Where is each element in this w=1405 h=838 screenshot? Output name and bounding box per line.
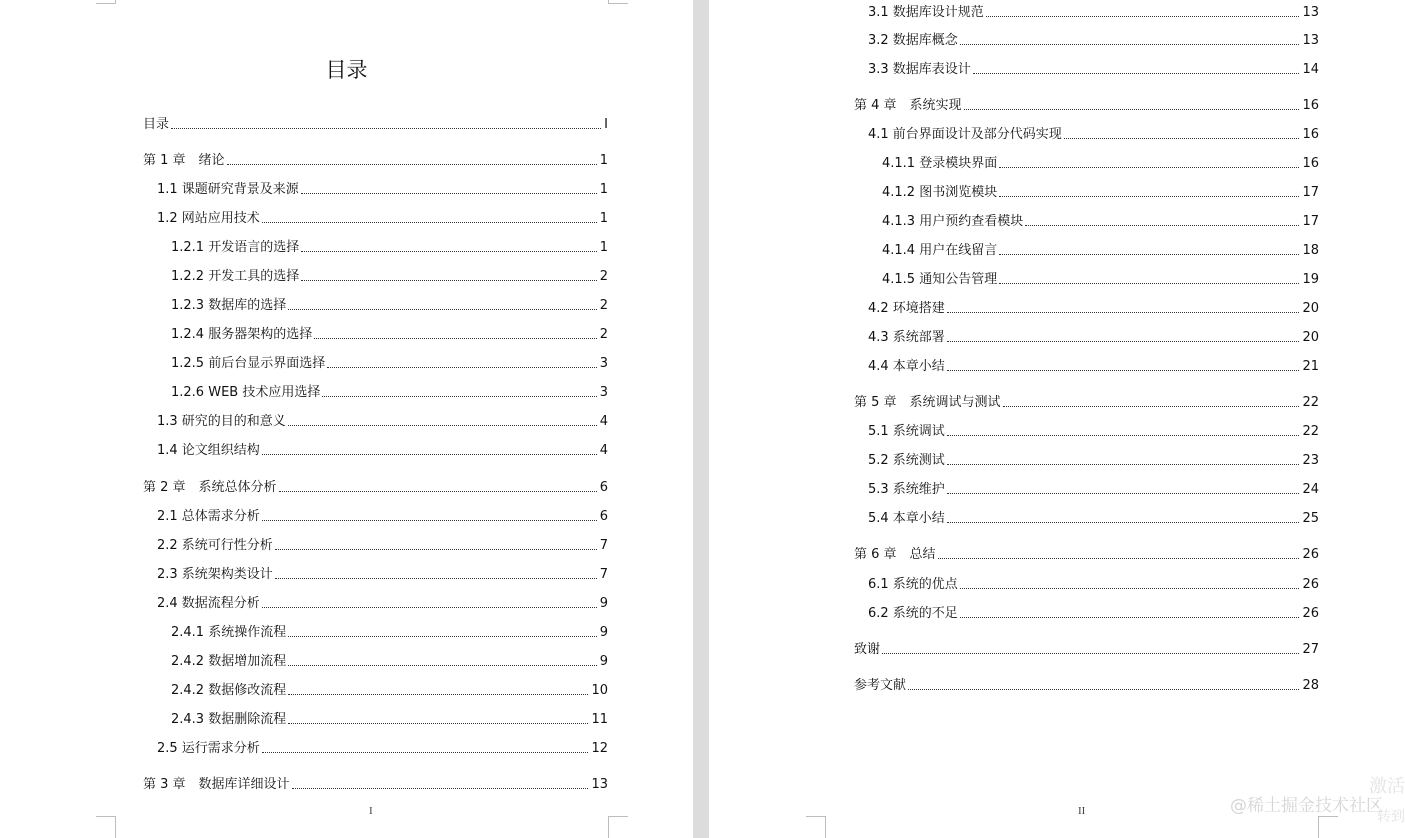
toc-entry[interactable]	[157, 596, 608, 612]
dot-leader	[947, 434, 1300, 436]
toc-entry-page: 1	[599, 182, 608, 197]
toc-entry-page: 6	[599, 480, 608, 495]
toc-entry-page: 2	[599, 269, 608, 284]
toc-entry-title: 第 1 章 绪论	[143, 153, 225, 168]
dot-leader	[262, 519, 597, 521]
dot-leader	[882, 652, 1299, 654]
toc-entry[interactable]	[157, 741, 608, 757]
toc-entry-title: 4.1.1 登录模块界面	[882, 156, 998, 171]
crop-mark	[806, 816, 826, 838]
toc-entry[interactable]	[868, 577, 1319, 593]
toc-entry-page: 12	[591, 741, 608, 756]
toc-entry-title: 1.2.4 服务器架构的选择	[171, 327, 313, 342]
toc-entry-title: 参考文献	[854, 678, 907, 693]
toc-entry[interactable]	[143, 777, 608, 793]
toc-entry-title: 6.2 系统的不足	[868, 606, 958, 621]
toc-entry-title: 1.1 课题研究背景及来源	[157, 182, 299, 197]
toc-entry[interactable]	[854, 395, 1319, 411]
toc-entry[interactable]	[157, 414, 608, 430]
toc-entry-title: 1.2 网站应用技术	[157, 211, 260, 226]
toc-entry-page: I	[604, 117, 608, 132]
dot-leader	[288, 664, 597, 666]
dot-leader	[908, 688, 1299, 690]
toc-entry-page: 3	[599, 356, 608, 371]
page-title: 目录	[325, 58, 368, 82]
toc-entry-title: 4.3 系统部署	[868, 330, 945, 345]
toc-entry-title: 2.4.3 数据删除流程	[171, 712, 287, 727]
dot-leader	[947, 463, 1300, 465]
toc-entry-page: 9	[599, 596, 608, 611]
dot-leader	[960, 587, 1300, 589]
toc-entry-page: 26	[1302, 577, 1319, 592]
toc-entry-page: 9	[599, 625, 608, 640]
toc-entry-title: 3.1 数据库设计规范	[868, 5, 984, 20]
toc-entry-page: 13	[1302, 33, 1319, 48]
dot-leader	[1025, 224, 1299, 226]
toc-entry-page: 1	[599, 211, 608, 226]
toc-entry-title: 1.2.6 WEB 技术应用选择	[171, 385, 321, 400]
toc-entry-page: 9	[599, 654, 608, 669]
toc-entry-page: 6	[599, 509, 608, 524]
dot-leader	[999, 282, 1299, 284]
toc-entry-title: 4.1.3 用户预约查看模块	[882, 214, 1024, 229]
toc-entry[interactable]	[882, 214, 1319, 230]
toc-entry[interactable]	[882, 156, 1319, 172]
dot-leader	[288, 308, 597, 310]
toc-entry[interactable]	[882, 243, 1319, 259]
toc-entry-title: 2.4.1 系统操作流程	[171, 625, 287, 640]
toc-entry-title: 第 2 章 系统总体分析	[143, 480, 277, 495]
toc-entry[interactable]	[854, 547, 1319, 563]
toc-entry[interactable]	[868, 359, 1319, 375]
toc-entry-page: 14	[1302, 62, 1319, 77]
toc-entry[interactable]	[171, 356, 608, 372]
toc-entry-title: 第 3 章 数据库详细设计	[143, 777, 290, 792]
dot-leader	[947, 521, 1300, 523]
toc-entry-page: 7	[599, 538, 608, 553]
activation-notice-fragment: 激活	[1369, 776, 1405, 797]
toc-entry-page: 25	[1302, 511, 1319, 526]
toc-entry-title: 2.3 系统架构类设计	[157, 567, 273, 582]
toc-entry[interactable]	[868, 482, 1319, 498]
toc-entry-page: 2	[599, 327, 608, 342]
dot-leader	[947, 340, 1300, 342]
toc-entry-title: 1.2.5 前后台显示界面选择	[171, 356, 326, 371]
toc-entry[interactable]	[171, 683, 608, 699]
toc-entry[interactable]	[157, 567, 608, 583]
toc-entry[interactable]	[157, 443, 608, 459]
activation-notice-fragment: 转到	[1377, 809, 1405, 825]
dot-leader	[301, 279, 597, 281]
crop-mark	[608, 0, 628, 4]
toc-entry-page: 28	[1302, 678, 1319, 693]
toc-entry[interactable]	[868, 511, 1319, 527]
toc-entry-page: 2	[599, 298, 608, 313]
toc-entry-page: 1	[599, 153, 608, 168]
toc-entry[interactable]	[868, 330, 1319, 346]
toc-entry[interactable]	[868, 606, 1319, 622]
dot-leader	[275, 548, 597, 550]
dot-leader	[288, 424, 597, 426]
dot-leader	[327, 366, 597, 368]
dot-leader	[1064, 137, 1300, 139]
toc-entry[interactable]	[868, 33, 1319, 49]
dot-leader	[947, 492, 1300, 494]
toc-entry-title: 5.2 系统测试	[868, 453, 945, 468]
toc-entry-page: 21	[1302, 359, 1319, 374]
toc-entry-title: 5.3 系统维护	[868, 482, 945, 497]
toc-entry[interactable]	[171, 240, 608, 256]
toc-entry-page: 26	[1302, 606, 1319, 621]
toc-entry[interactable]	[854, 98, 1319, 114]
document-page-right	[709, 0, 1405, 838]
toc-entry-page: 17	[1302, 185, 1319, 200]
toc-entry-title: 第 6 章 总结	[854, 547, 936, 562]
toc-entry-title: 第 4 章 系统实现	[854, 98, 962, 113]
toc-entry[interactable]	[143, 117, 608, 133]
dot-leader	[227, 163, 597, 165]
toc-entry-title: 目录	[143, 117, 170, 132]
toc-entry[interactable]	[171, 298, 608, 314]
toc-entry[interactable]	[882, 272, 1319, 288]
toc-entry[interactable]	[171, 654, 608, 670]
toc-entry[interactable]	[157, 182, 608, 198]
toc-entry-page: 26	[1302, 547, 1319, 562]
toc-entry[interactable]	[171, 625, 608, 641]
toc-entry-title: 4.1.2 图书浏览模块	[882, 185, 998, 200]
toc-entry-title: 5.1 系统调试	[868, 424, 945, 439]
toc-entry-page: 18	[1302, 243, 1319, 258]
dot-leader	[301, 250, 597, 252]
dot-leader	[275, 577, 597, 579]
toc-entry-page: 22	[1302, 424, 1319, 439]
dot-leader	[999, 195, 1299, 197]
toc-entry-title: 1.2.2 开发工具的选择	[171, 269, 300, 284]
dot-leader	[262, 751, 589, 753]
crop-mark	[608, 816, 628, 838]
toc-entry-title: 1.2.1 开发语言的选择	[171, 240, 300, 255]
toc-entry-page: 3	[599, 385, 608, 400]
toc-entry-title: 4.1.4 用户在线留言	[882, 243, 998, 258]
dot-leader	[292, 787, 589, 789]
toc-entry-title: 1.4 论文组织结构	[157, 443, 260, 458]
toc-entry[interactable]	[854, 678, 1319, 694]
toc-entry-title: 2.4.2 数据增加流程	[171, 654, 287, 669]
dot-leader	[288, 635, 597, 637]
toc-entry-page: 16	[1302, 127, 1319, 142]
toc-entry-title: 4.1 前台界面设计及部分代码实现	[868, 127, 1062, 142]
dot-leader	[288, 693, 588, 695]
toc-entry-page: 13	[1302, 5, 1319, 20]
dot-leader	[171, 127, 601, 129]
dot-leader	[973, 72, 1300, 74]
dot-leader	[999, 166, 1299, 168]
dot-leader	[964, 108, 1300, 110]
dot-leader	[301, 192, 597, 194]
watermark: @稀土掘金技术社区	[1230, 796, 1383, 816]
toc-entry[interactable]	[868, 424, 1319, 440]
toc-entry[interactable]	[854, 642, 1319, 658]
dot-leader	[938, 557, 1300, 559]
dot-leader	[322, 395, 596, 397]
toc-entry-page: 16	[1302, 98, 1319, 113]
toc-entry[interactable]	[157, 211, 608, 227]
toc-entry[interactable]	[171, 385, 608, 401]
toc-entry-page: 1	[599, 240, 608, 255]
dot-leader	[279, 490, 597, 492]
crop-mark	[96, 816, 116, 838]
toc-entry-title: 1.3 研究的目的和意义	[157, 414, 286, 429]
toc-entry-page: 10	[591, 683, 608, 698]
toc-entry[interactable]	[171, 327, 608, 343]
toc-entry-page: 20	[1302, 330, 1319, 345]
toc-entry[interactable]	[868, 127, 1319, 143]
toc-entry[interactable]	[882, 185, 1319, 201]
toc-entry-page: 13	[591, 777, 608, 792]
toc-entry-title: 致谢	[854, 642, 881, 657]
toc-entry-title: 5.4 本章小结	[868, 511, 945, 526]
dot-leader	[288, 722, 588, 724]
toc-entry-page: 24	[1302, 482, 1319, 497]
page-gutter	[693, 0, 709, 838]
toc-entry-page: 16	[1302, 156, 1319, 171]
dot-leader	[986, 15, 1300, 17]
toc-entry-page: 20	[1302, 301, 1319, 316]
toc-entry-title: 1.2.3 数据库的选择	[171, 298, 287, 313]
dot-leader	[262, 221, 597, 223]
toc-entry-title: 3.2 数据库概念	[868, 33, 958, 48]
dot-leader	[960, 43, 1300, 45]
dot-leader	[314, 337, 597, 339]
toc-entry[interactable]	[868, 301, 1319, 317]
toc-entry[interactable]	[157, 538, 608, 554]
toc-entry-page: 19	[1302, 272, 1319, 287]
toc-entry[interactable]	[157, 509, 608, 525]
dot-leader	[262, 453, 597, 455]
toc-entry[interactable]	[868, 5, 1319, 21]
toc-entry-page: 7	[599, 567, 608, 582]
toc-entry-title: 第 5 章 系统调试与测试	[854, 395, 1001, 410]
toc-entry[interactable]	[868, 453, 1319, 469]
toc-entry-page: 11	[591, 712, 608, 727]
toc-entry-title: 4.2 环境搭建	[868, 301, 945, 316]
dot-leader	[262, 606, 597, 608]
toc-entry[interactable]	[171, 269, 608, 285]
crop-mark	[96, 0, 116, 4]
page-number: II	[1078, 805, 1086, 817]
toc-entry[interactable]	[868, 62, 1319, 78]
dot-leader	[947, 369, 1300, 371]
toc-entry-page: 4	[599, 414, 608, 429]
toc-entry[interactable]	[143, 153, 608, 169]
toc-entry-title: 2.2 系统可行性分析	[157, 538, 273, 553]
toc-entry-page: 4	[599, 443, 608, 458]
toc-entry-title: 2.4.2 数据修改流程	[171, 683, 287, 698]
toc-entry-title: 4.4 本章小结	[868, 359, 945, 374]
toc-entry-page: 27	[1302, 642, 1319, 657]
toc-entry-title: 6.1 系统的优点	[868, 577, 958, 592]
toc-entry-page: 17	[1302, 214, 1319, 229]
toc-entry[interactable]	[171, 712, 608, 728]
dot-leader	[999, 253, 1299, 255]
crop-mark	[1318, 816, 1338, 838]
dot-leader	[947, 311, 1300, 313]
document-page-left	[0, 0, 693, 838]
toc-entry-title: 4.1.5 通知公告管理	[882, 272, 998, 287]
toc-entry-title: 2.5 运行需求分析	[157, 741, 260, 756]
page-number: I	[369, 805, 373, 817]
toc-entry[interactable]	[143, 480, 608, 496]
toc-entry-title: 3.3 数据库表设计	[868, 62, 971, 77]
toc-entry-page: 22	[1302, 395, 1319, 410]
dot-leader	[960, 616, 1300, 618]
toc-entry-title: 2.4 数据流程分析	[157, 596, 260, 611]
toc-entry-title: 2.1 总体需求分析	[157, 509, 260, 524]
dot-leader	[1003, 405, 1300, 407]
toc-entry-page: 23	[1302, 453, 1319, 468]
